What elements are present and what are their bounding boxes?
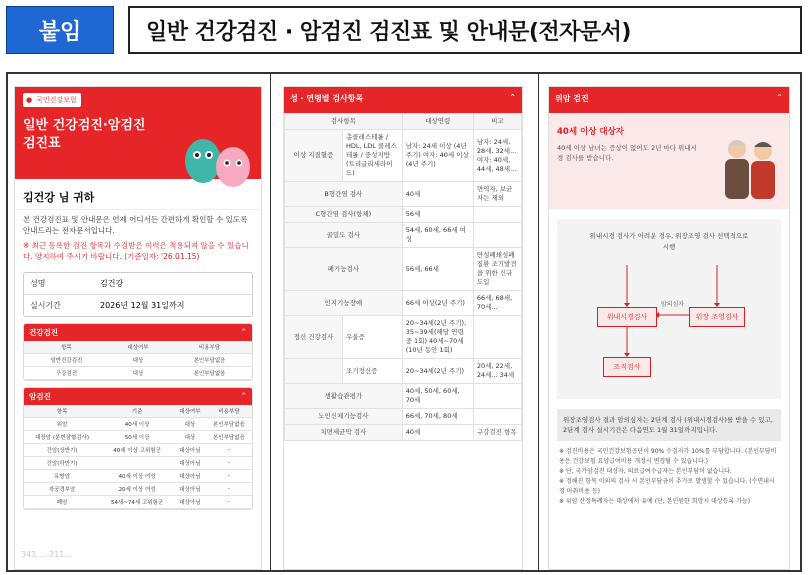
card-notice: ※ 최근 등록한 검진 항목과 수검받은 이력은 적용되지 않을 수 있습니다. 양지하여 주시기 바랍니다. (기준일자: '26.01.15) xyxy=(23,241,249,261)
stomach-cancer-screen xyxy=(548,86,790,570)
greeting: 김건강 님 귀하 xyxy=(15,179,261,210)
target-title: 40세 이상 대상자 xyxy=(557,127,625,137)
target-info xyxy=(549,113,789,209)
table-row: 구강검진 대상 본인부담없음 xyxy=(24,367,252,380)
table-row: 위암 40세 이상 대상 본인부담없음 xyxy=(24,418,252,431)
card-title: 일반 건강검진·암검진 검진표 xyxy=(23,118,146,151)
flow-instruction: 위내시경 검사가 어려운 경우, 위장조영 검사 선택적으로 시행 xyxy=(589,232,749,251)
panel-header[interactable]: 성 · 연령별 검사항목 ⌃ xyxy=(284,87,522,113)
general-checkup-table: 항목 대상여부 비용부담 일반건강검진 대상 본인부담없음 구강검진 대상 본인부담없음 xyxy=(24,341,252,380)
info-row: 성명 김건강 xyxy=(24,273,252,295)
cancer-checkup-section xyxy=(23,387,253,510)
table-row: B형간염 검사 40세 면역자, 보균자는 제외 xyxy=(285,182,522,207)
cancer-checkup-table: 항목 기준 대상여부 비용부담 위암 40세 이상 대상 본인부담없음 대장암 (분변잠혈검사) 50세 이상 대상 본인부담없음 간암(상반기) 40세 이상 고위험군 대상아님 - 간암(하반기) 대상아님 - 유방암 40세 이상 여성 대상아님 - 자궁경부암 20세 이상 여성 대상아님 - 폐암 54세~74세 고위험군 대상아님 - xyxy=(24,405,252,509)
test-items-table: 검사항목 대상연령 비고 이상 지질혈증 총콜레스테롤 / HDL, LDL 콜레스테롤 / 중성지방 (트리글리세라이드) 남자: 24세 이상 (4년 주기) 여자: 40세 이상 (4년 주기) 남자: 24세, 28세, 32세... 여자: 40세, 44세, 48세... B형간염 검사 40세 면역자, 보균자는 제외 C형간염 검사(항체) 56세 골밀도 검사 54세, 60세, 66세 여성 폐기능검사 56세, 66세 만성폐쇄성폐질환 조기발견을 위한 신규도입 인지기능장애 66세 이상(2년 주기) 66세, 68세, 70세... 정신 건강검사 우울증 20~34세(2년 주기), 35~39세(해당 연령 중 1회) 40세~70세(10년 동안 1회) 조기정신증 20~34세(2년 주기) 20세, 22세, 24세... 34세 생활습관평가 40세, 50세, 60세, 70세 노인신체기능검사 66세, 70세, 80세 치면세균막 검사 40세 구강검진 항목 xyxy=(284,113,522,441)
attachment-tag: 붙임 xyxy=(6,6,114,54)
table-row: 노인신체기능검사 66세, 70세, 80세 xyxy=(285,409,522,425)
table-row: 생활습관평가 40세, 50세, 60세, 70세 xyxy=(285,384,522,409)
section-header[interactable]: 건강검진 ⌃ xyxy=(24,324,252,341)
footnote: ※ 정해진 항목 이외의 검사 시 본인부담금이 추가로 발생할 수 있습니다. (수면내시경 마취비용 등) xyxy=(559,478,775,495)
footnote: ※ 검진비용은 국민건강보험공단이 90% 수검자가 10%를 부담합니다. (본인부담비용은 건강보험 요양급여비용 개정시 변경될 수 있습니다.) xyxy=(559,448,777,465)
card-header xyxy=(15,87,261,179)
chevron-up-icon[interactable]: ⌃ xyxy=(240,327,247,336)
page-title: 일반 건강검진 · 암검진 검진표 및 안내문(전자문서) xyxy=(128,6,802,54)
watermark: 343 ... 211... xyxy=(21,550,72,559)
section-header[interactable]: 암검진 ⌃ xyxy=(24,388,252,405)
table-row: 골밀도 검사 54세, 60세, 66세 여성 xyxy=(285,223,522,248)
chevron-up-icon[interactable]: ⌃ xyxy=(240,391,247,400)
screening-flowchart xyxy=(557,219,781,399)
contrast-exam-box: 위장 조영검사 xyxy=(689,307,745,327)
checkup-card-screen xyxy=(14,86,262,570)
table-row: 폐기능검사 56세, 66세 만성폐쇄성폐질환 조기발견을 위한 신규도입 xyxy=(285,248,522,291)
general-checkup-section xyxy=(23,323,253,381)
table-row: 간암(하반기) 대상아님 - xyxy=(24,457,252,470)
table-row: 대장암 (분변잠혈검사) 50세 이상 대상 본인부담없음 xyxy=(24,431,252,444)
footnotes xyxy=(549,441,789,513)
info-box xyxy=(23,272,253,317)
card-description: 본 건강검진표 및 안내문은 언제 어디서든 간편하게 확인할 수 있도록 안내드리는 전자문서입니다. xyxy=(23,215,248,235)
table-row: C형간염 검사(항체) 56세 xyxy=(285,207,522,223)
table-row: 인지기능장애 66세 이상(2년 주기) 66세, 68세, 70세... xyxy=(285,291,522,316)
chevron-up-icon[interactable]: ⌃ xyxy=(776,93,783,102)
table-row: 유방암 40세 이상 여성 대상아님 - xyxy=(24,470,252,483)
footnote: ※ 단, 국가암검진 대상자, 의료급여수급자는 본인부담이 없습니다. xyxy=(559,468,732,475)
footnote: ※ 위암 산정특례자는 대상에서 유예 (단, 본인원한 희망시 대상등록 가능) xyxy=(559,498,751,505)
elderly-couple-illustration xyxy=(715,131,785,201)
logo-icon: ● xyxy=(26,96,33,104)
table-row: 치면세균막 검사 40세 구강검진 항목 xyxy=(285,425,522,441)
table-row: 정신 건강검사 우울증 20~34세(2년 주기), 35~39세(해당 연령 중 1회) 40세~70세(10년 동안 1회) xyxy=(285,316,522,359)
table-row: 폐암 54세~74세 고위험군 대상아님 - xyxy=(24,496,252,509)
divider xyxy=(538,72,539,572)
chevron-up-icon[interactable]: ⌃ xyxy=(509,93,516,102)
table-row: 일반건강검진 대상 본인부담없음 xyxy=(24,354,252,367)
panel-header[interactable]: 위암 검진 ⌃ xyxy=(549,87,789,113)
table-row: 간암(상반기) 40세 이상 고위험군 대상아님 - xyxy=(24,444,252,457)
target-description: 40세 이상 남녀는 증상이 없어도 2년 마다 위내시경 검사를 받습니다. xyxy=(557,144,697,162)
suspect-label: 암의심자 xyxy=(661,301,685,308)
test-items-screen xyxy=(283,86,523,570)
table-row: 자궁경부암 20세 이상 여성 대상아님 - xyxy=(24,483,252,496)
second-stage-notice: 위장조영검사 결과 암의심자는 2단계 검사 (위내시경검사)를 받을 수 있고, 2단계 검사 실시기간은 다음연도 1월 31일까지입니다. xyxy=(557,409,781,441)
info-row: 실시기간 2026년 12월 31일까지 xyxy=(30,301,185,310)
table-row: 조기정신증 20~34세(2년 주기) 20세, 22세, 24세... 34세 xyxy=(285,359,522,384)
mascot-illustration xyxy=(179,131,255,191)
biopsy-box: 조직검사 xyxy=(603,357,651,377)
table-row: 이상 지질혈증 총콜레스테롤 / HDL, LDL 콜레스테롤 / 중성지방 (트리글리세라이드) 남자: 24세 이상 (4년 주기) 여자: 40세 이상 (4년 주기) 남자: 24세, 28세, 32세... 여자: 40세, 44세, 48세... xyxy=(285,130,522,182)
endoscopy-box: 위내시경검사 xyxy=(597,307,657,327)
flow-arrows xyxy=(557,219,783,399)
divider xyxy=(270,72,271,572)
nhis-logo: ● 국민건강보험 xyxy=(23,93,81,107)
